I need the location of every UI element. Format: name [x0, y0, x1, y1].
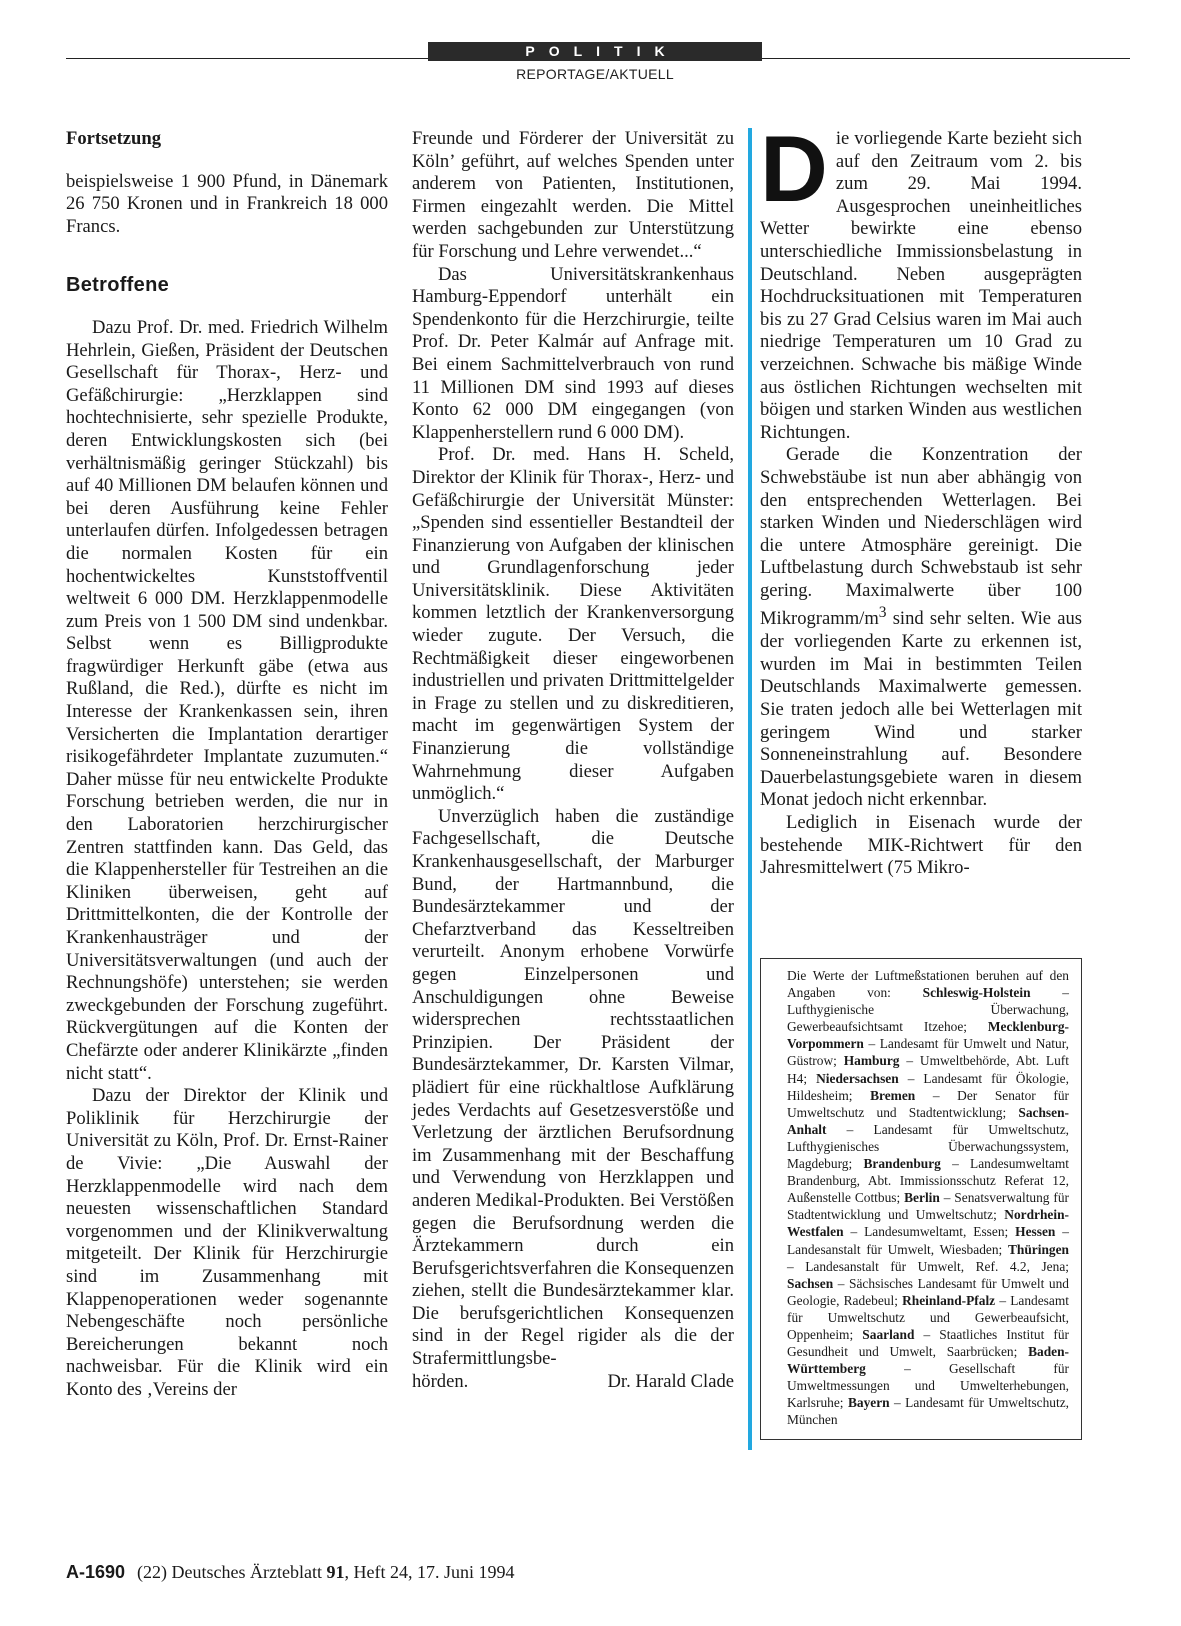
agency-text: – Landesanstalt für Umwelt, Wiesbaden; — [787, 1224, 1069, 1257]
superscript: 3 — [878, 604, 887, 622]
author-name: Dr. Harald Clade — [607, 1370, 734, 1392]
paragraph — [760, 116, 1082, 444]
data-sources-box — [760, 958, 1082, 1440]
paragraph — [760, 444, 1082, 812]
last-word: hörden. — [412, 1370, 469, 1392]
paragraph: beispielsweise 1 900 Pfund, in Dänemark 26 750 Kronen und in Frankreich 18 000 Francs. — [66, 170, 388, 237]
state-name: Saarland — [862, 1326, 915, 1342]
paragraph: Dazu Prof. Dr. med. Friedrich Wilhelm Hehrlein, Gießen, Präsident der Deutschen Gesellschaft für Thorax-, Herz- und Gefäßchirurgie: „Herzklappen sind hochtechnisierte, sehr spezielle Produkte, deren Entwicklungskosten sich (bei verhältnismäßig geringer Stückzahl) bis auf 40 Millionen DM belaufen können und bei deren Ausführung keine Fehler unterlaufen dürfen. Infolgedessen betragen die normalen Kosten für ein hochentwickeltes Kunststoffventil weltweit 6 000 DM. Herzklappenmodelle zum Preis von 1 500 DM sind undenkbar. Selbst wenn es Billigprodukte fragwürdiger Herkunft gäbe (etwa aus Rußland, die Red.), dürfte es nicht im Interesse der Krankenkassen sein, ihren Versicherten die Implantation derartiger risikogefährdeter Implantate zuzumuten.“ Daher müsse für neu entwickelte Produkte Forschung betrieben werden, die nur in den Laboratorien herzchirurgischer Zentren stattfinden kann. Das Geld, das die Klappenhersteller für Testreihen an die Kliniken überweisen, geht auf Drittmittelkonten, die der Kontrolle der Krankenhausträger und der Universitätsverwaltungen (und auch der Rechnungshöfe) unterstehen; sie werden zweckgebunden der Forschung zugeführt. Rückvergütungen auf die Konten der Chefärzte oder anderer Klinikärzte „finden nicht statt“. — [66, 316, 388, 1084]
journal-name: Deutsches Ärzteblatt — [171, 1562, 322, 1582]
page-id: A-1690 — [66, 1562, 126, 1582]
paragraph: Prof. Dr. med. Hans H. Scheld, Direktor der Klinik für Thorax-, Herz- und Gefäßchirurgie der Universität Münster: „Spenden sind essentieller Bestandteil der Finanzierung von Aufgaben der klinischen und Grundlagenforschung jeder Universitätsklinik. Diese Aktivitäten kommen letztlich der Krankenversorgung wieder zugute. Der Versuch, die Rechtmäßigkeit dieser eingeworbenen industriellen und privaten Drittmittelgelder in Frage zu stellen und zu diskreditieren, macht im gegenwärtigen System der Finanzierung die vollständige Wahrnehmung dieser Aufgaben unmöglich.“ — [412, 444, 734, 805]
paragraph: Lediglich in Eisenach wurde der bestehende MIK-Richtwert für den Jahresmittelwert (75 Mikro- — [760, 812, 1082, 879]
issue-info: , Heft 24, 17. Juni 1994 — [344, 1562, 515, 1582]
state-name: Berlin — [904, 1190, 940, 1206]
paragraph: Das Universitätskrankenhaus Hamburg-Eppendorf unterhält ein Spendenkonto für die Herzchirurgie, teilte Prof. Dr. Peter Kalmár auf Anfrage mit. Bei einem Sachmittelverbrauch von rund 11 Millionen DM sind 1993 auf dieses Konto 62 000 DM eingegangen (von Klappenherstellern rund 6 000 DM). — [412, 263, 734, 443]
accent-divider — [748, 128, 752, 1450]
state-name: Hessen — [1015, 1224, 1056, 1240]
state-name: Mecklenburg-Vorpommern — [787, 1019, 1069, 1052]
agency-text: – Landesamt für Umweltschutz, Lufthygienisches Überwachungssystem, Magdeburg; — [787, 1121, 1069, 1172]
state-name: Rheinland-Pfalz — [902, 1292, 996, 1308]
subheading: Betroffene — [66, 274, 170, 297]
drop-cap: D — [760, 116, 828, 221]
paragraph: Freunde und Förderer der Universität zu Köln’ geführt, auf welches Spenden unter anderem von Patienten, Institutionen, Firmen eingezahlt werden. Die Mittel werden sachgebunden zur Unterstützung für Forschung und Lehre verwendet...“ — [412, 128, 734, 262]
paragraph-text: sind sehr selten. Wie aus der vorliegenden Karte zu erkennen ist, wurden im Mai in bestimmten Teilen Deutschlands Maximalwerte gemessen. Sie traten jedoch alle bei Wetterlagen mit geringem Wind und starker Sonneneinstrahlung auf. Besondere Dauerbelastungsgebiete waren in diesem Monat jedoch nicht erkennbar. — [760, 608, 1082, 811]
column-1 — [66, 128, 388, 1401]
agency-text: – Landesamt für Umweltschutz und Gewerbeaufsicht, Oppenheim; — [787, 1292, 1069, 1342]
signature-line — [412, 1371, 734, 1394]
state-name: Schleswig-Holstein — [922, 985, 1031, 1001]
agency-text: – Lufthygienische Überwachung, Gewerbeaufsichtsamt Itzehoe; — [787, 985, 1069, 1035]
agency-text: – Landesumweltamt Brandenburg, Abt. Immissionsschutz Referat 12, Außenstelle Cottbus; — [787, 1156, 1069, 1206]
column-2 — [412, 128, 734, 1393]
subsection-label: REPORTAGE/AKTUELL — [516, 66, 674, 82]
state-name: Bremen — [870, 1087, 916, 1103]
agency-text: – Sächsisches Landesamt für Umwelt und Geologie, Radebeul; — [787, 1275, 1069, 1308]
volume-number: 91 — [326, 1562, 345, 1582]
page-footer — [66, 1562, 515, 1583]
agency-text: – Gesellschaft für Umweltmessungen und Umwelterhebungen, Karlsruhe; — [787, 1361, 1069, 1411]
state-name: Brandenburg — [863, 1156, 941, 1172]
section-label: POLITIK — [428, 42, 762, 61]
paragraph: Dazu der Direktor der Klinik und Poliklinik für Herzchirurgie der Universität zu Köln, Prof. Dr. Ernst-Rainer de Vivie: „Die Auswahl der Herzklappenmodelle wird nach dem neuesten wissenschaftlichen Standard vorgenommen und der Klinikverwaltung mitgeteilt. Der Klinik für Herzchirurgie sind im Zusammenhang mit Klappenoperationen weder sogenannte Nebengeschäfte noch persönliche Bereicherungen bekannt noch nachweisbar. Für die Klinik wird ein Konto des ‚Vereins der — [66, 1085, 388, 1400]
state-name: Hamburg — [843, 1053, 900, 1069]
state-name: Bayern — [847, 1395, 890, 1411]
agency-text: – Staatliches Institut für Gesundheit und Umwelt, Saarbrücken; — [787, 1326, 1069, 1360]
state-name: Niedersachsen — [816, 1070, 899, 1086]
paragraph-text: ie vorliegende Karte bezieht sich auf den Zeitraum vom 2. bis zum 29. Mai 1994. Ausgesprochen uneinheitliches Wetter bewirkte eine ebenso unterschiedliche Immissionsbelastung in Deutschland. Neben ausgeprägten Hochdrucksituationen mit Temperaturen bis zu 27 Grad Celsius waren im Mai auch niedrige Temperaturen um 10 Grad zu verzeichnen. Schwache bis mäßige Winde aus östlichen Richtungen wechselten mit böigen und starken Winden aus westlichen Richtungen. — [760, 128, 1082, 443]
state-name: Sachsen-Anhalt — [787, 1104, 1069, 1137]
agency-text: – Der Senator für Umweltschutz und Stadtentwicklung; — [787, 1087, 1069, 1120]
agency-text: – Senatsverwaltung für Stadtentwicklung und Umweltschutz; — [787, 1190, 1069, 1223]
state-name: Baden-Württemberg — [787, 1344, 1069, 1377]
agency-text: – Landesumweltamt, Essen; — [850, 1224, 1009, 1240]
column-3 — [760, 116, 1082, 880]
agency-text: – Umweltbehörde, Abt. Luft H4; — [787, 1053, 1069, 1086]
agency-text: – Landesamt für Ökologie, Hildesheim; — [787, 1070, 1069, 1103]
continuation-label: Fortsetzung — [66, 128, 162, 149]
state-name: Thüringen — [1007, 1241, 1069, 1257]
paragraph: Unverzüglich haben die zuständige Fachgesellschaft, die Deutsche Krankenhausgesellschaft, der Marburger Bund, der Hartmannbund, die Bundesärztekammer und der Chefarztverband das Kesseltreiben verurteilt. Anonym erhobene Vorwürfe gegen Einzelpersonen und Anschuldigungen ohne Beweise widersprechen rechtsstaatlichen Prinzipien. Der Präsident der Bundesärztekammer, Dr. Karsten Vilmar, plädiert für eine rückhaltlose Aufklärung jedes Verdachts auf Gesetzesverstöße und Verletzung der ärztlichen Berufsordnung im Zusammenhang mit der Beschaffung und Verwendung von Herzklappen und anderen Medikal-Produkten. Bei Verstößen gegen die Berufsordnung werden die Ärztekammern durch ein Berufsgerichtsverfahren die Konsequenzen ziehen, stellt die Bundesärztekammer klar. Die berufsgerichtlichen Konsequenzen sind in der Regel rigider als die der Strafermittlungsbe- — [412, 805, 734, 1370]
infobox-entries — [787, 985, 1069, 1427]
agency-text: – Landesamt für Umweltschutz, München — [787, 1395, 1070, 1428]
state-name: Sachsen — [787, 1275, 834, 1291]
infobox-intro: Die Werte der Luftmeßstationen beruhen auf den Angaben von: — [787, 968, 1069, 1001]
paragraph-text: Gerade die Konzentration der Schwebstäube ist nun aber abhängig von den entsprechenden Wetterlagen. Bei starken Winden und Niederschlägen wird die untere Atmosphäre gereinigt. Die Luftbelastung durch Schwebstaub ist sehr gering. Maximalwerte über 100 Mikrogramm/m — [760, 444, 1082, 630]
agency-text: – Landesamt für Umwelt und Natur, Güstrow; — [787, 1036, 1069, 1069]
state-name: Nordrhein-Westfalen — [787, 1207, 1069, 1240]
page-number: (22) — [137, 1562, 168, 1582]
agency-text: – Landesanstalt für Umwelt, Ref. 4.2, Jena; — [787, 1258, 1069, 1274]
